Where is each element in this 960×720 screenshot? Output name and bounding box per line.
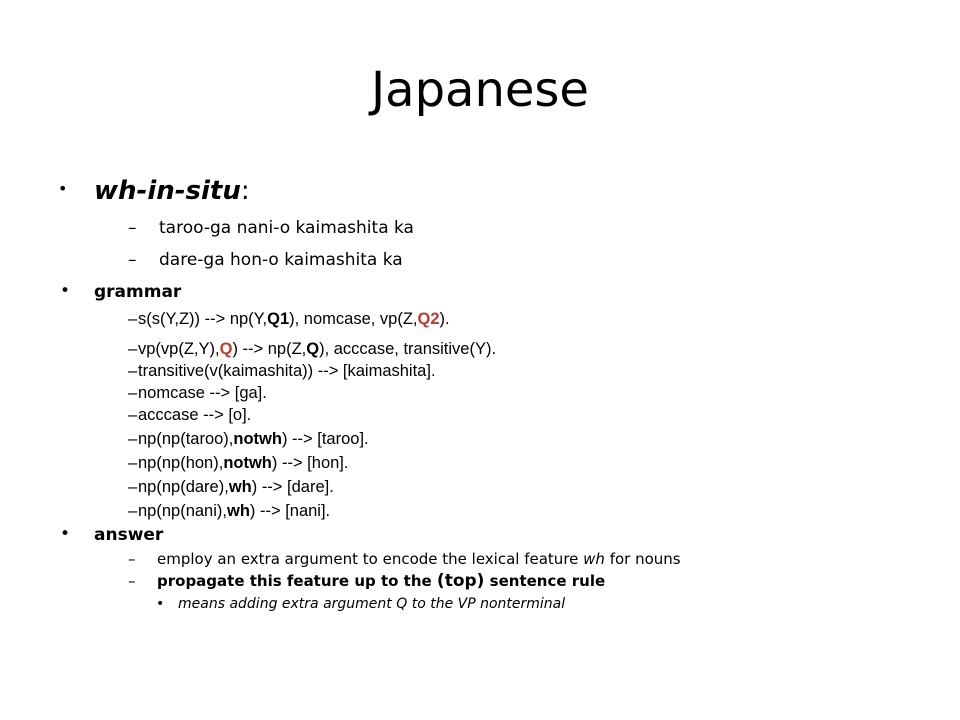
answer-item-1-part: for nouns xyxy=(604,550,681,568)
rule-8-feature: wh xyxy=(228,478,252,496)
rule-9-part: np(np(nani), xyxy=(138,502,227,520)
answer-item-2-top: (top) xyxy=(436,571,485,591)
bullet-answer: • xyxy=(60,524,71,544)
wh-item-1: taroo-ga nani-o kaimashita ka xyxy=(159,218,414,238)
rule-8-part: np(np(dare), xyxy=(138,478,229,496)
rule-7-part: ) --> [hon]. xyxy=(271,454,349,472)
dash: – xyxy=(128,550,136,568)
dash: – xyxy=(128,572,136,590)
answer-item-2-part: sentence rule xyxy=(484,572,606,590)
rule-6-part: np(np(taroo), xyxy=(138,430,234,448)
rule-2-part: vp(vp(Z,Y), xyxy=(138,340,220,358)
wh-heading-text: wh-in-situ xyxy=(94,176,241,206)
rule-8 xyxy=(138,477,334,498)
dash: – xyxy=(128,218,137,238)
dash: – xyxy=(128,384,138,402)
rule-6 xyxy=(138,429,369,450)
wh-heading xyxy=(94,176,250,206)
rule-9-feature: wh xyxy=(226,502,250,520)
rule-5: acccase --> [o]. xyxy=(138,406,252,424)
answer-heading: answer xyxy=(94,525,164,545)
rule-9-part: ) --> [nani]. xyxy=(249,502,331,520)
bullet-wh: • xyxy=(58,179,68,198)
wh-heading-colon: : xyxy=(240,176,250,206)
rule-6-feature: notwh xyxy=(233,430,282,448)
rule-7 xyxy=(138,453,348,474)
answer-sub-item: means adding extra argument Q to the VP nonterminal xyxy=(178,596,566,612)
rule-1-part: ), nomcase, vp(Z, xyxy=(289,310,418,328)
rule-2 xyxy=(138,339,496,360)
rule-1-part: ). xyxy=(439,310,450,328)
wh-item-2: dare-ga hon-o kaimashita ka xyxy=(159,250,403,270)
rule-2-part: ), acccase, transitive(Y). xyxy=(319,340,497,358)
rule-4: nomcase --> [ga]. xyxy=(138,384,267,402)
rule-7-part: np(np(hon), xyxy=(138,454,224,472)
dash: – xyxy=(128,340,138,358)
rule-7-feature: notwh xyxy=(223,454,272,472)
answer-item-2 xyxy=(157,571,605,591)
rule-1 xyxy=(138,309,450,330)
bullet-grammar: • xyxy=(60,281,71,301)
answer-item-1-part: employ an extra argument to encode the lexical feature xyxy=(157,550,584,568)
rule-1-part: s(s(Y,Z)) --> np(Y, xyxy=(138,310,268,328)
dash: – xyxy=(128,250,137,270)
bullet-sub: • xyxy=(156,596,165,612)
rule-9 xyxy=(138,501,330,522)
rule-1-q2: Q2 xyxy=(417,310,440,328)
grammar-heading: grammar xyxy=(94,282,182,302)
dash: – xyxy=(128,478,138,496)
dash: – xyxy=(128,362,138,380)
dash: – xyxy=(128,430,138,448)
rule-8-part: ) --> [dare]. xyxy=(251,478,334,496)
rule-3: transitive(v(kaimashita)) --> [kaimashita]. xyxy=(138,362,436,380)
rule-2-q: Q xyxy=(219,340,233,358)
dash: – xyxy=(128,406,138,424)
rule-2-part: ) --> np(Z, xyxy=(232,340,307,358)
rule-1-q1: Q1 xyxy=(267,310,290,328)
answer-item-1-wh: wh xyxy=(583,550,605,568)
dash: – xyxy=(128,502,138,520)
rule-6-part: ) --> [taroo]. xyxy=(281,430,369,448)
dash: – xyxy=(128,310,138,328)
rule-2-q-np: Q xyxy=(306,340,320,358)
dash: – xyxy=(128,454,138,472)
answer-item-2-part: propagate this feature up to the xyxy=(157,572,437,590)
slide-title: Japanese xyxy=(371,62,589,118)
answer-item-1 xyxy=(157,549,681,569)
